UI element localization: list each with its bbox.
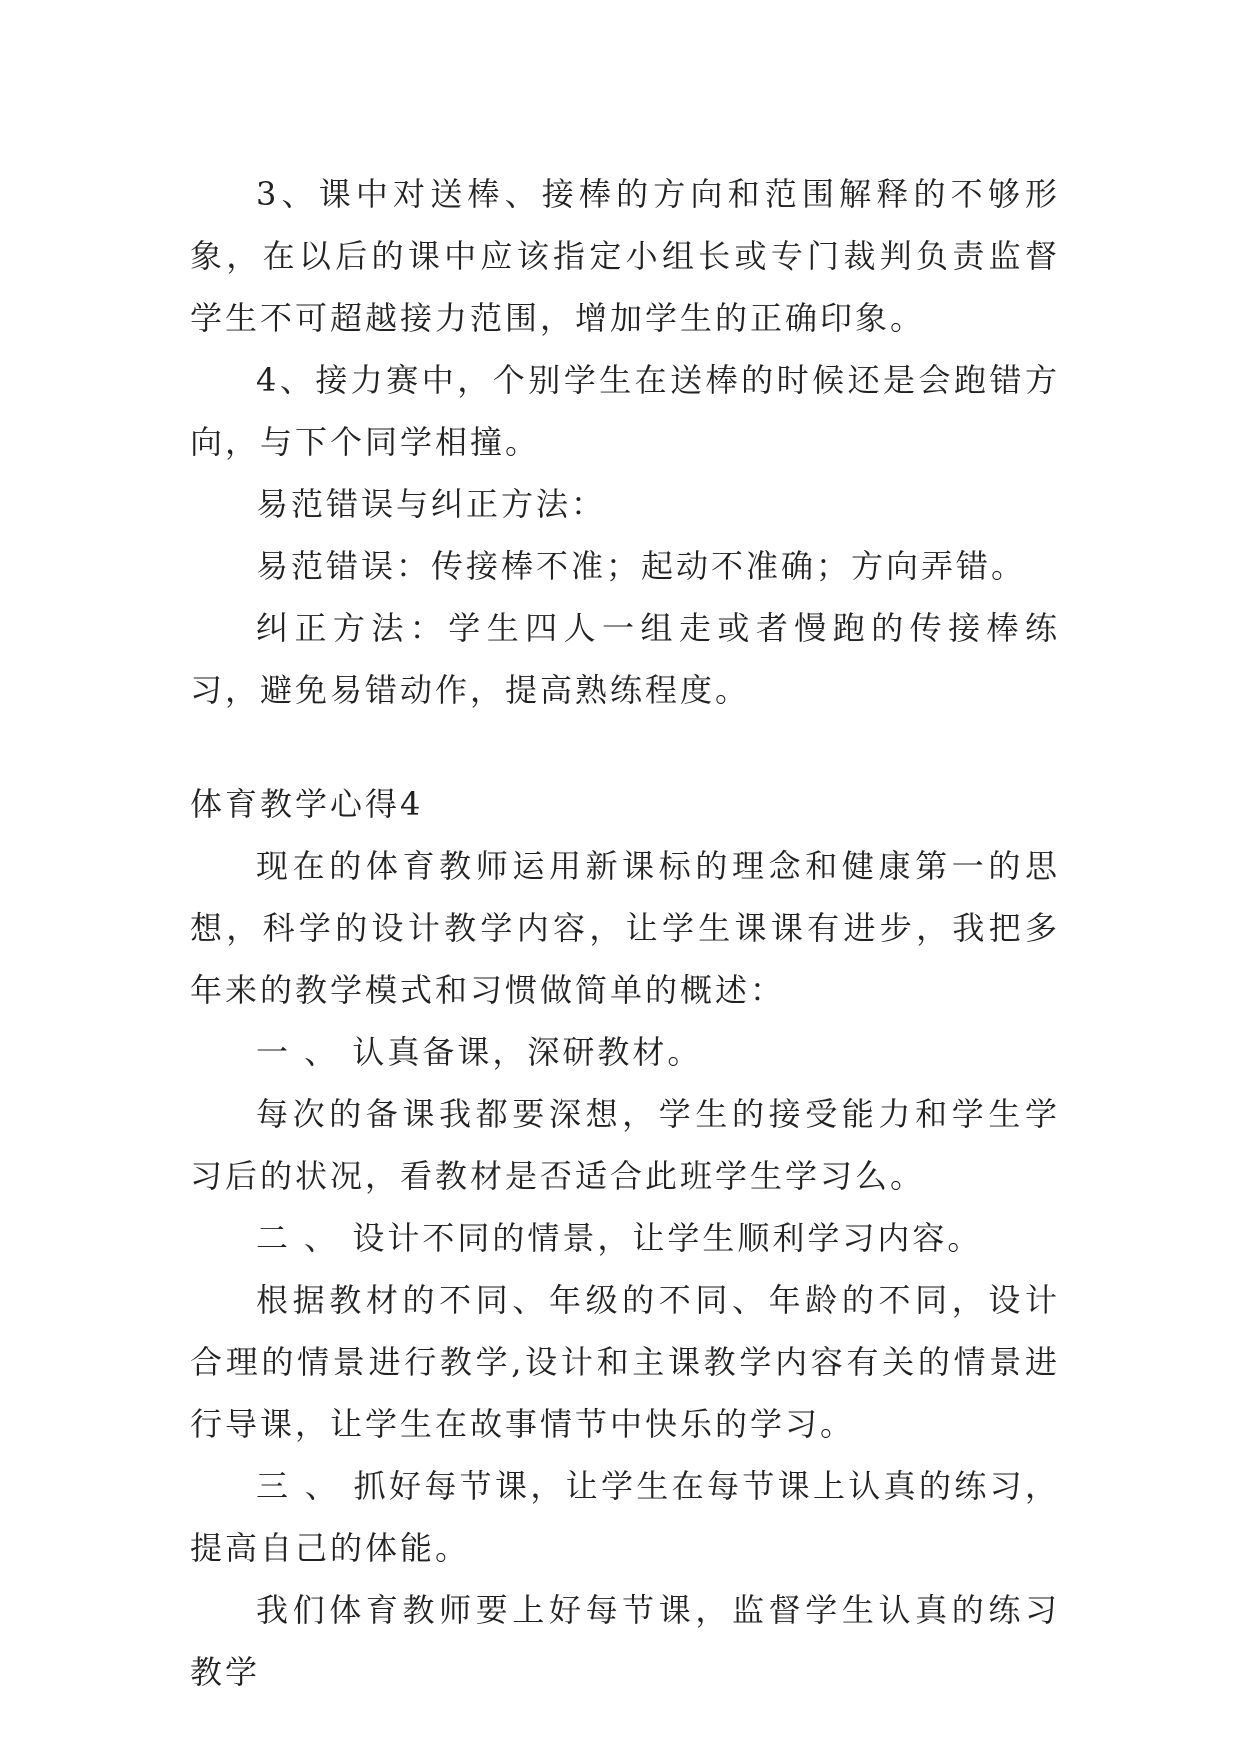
paragraph-intro: 现在的体育教师运用新课标的理念和健康第一的思想，科学的设计教学内容，让学生课课有进步，我把多年来的教学模式和习惯做简单的概述： — [190, 847, 1060, 1009]
paragraph-point-three-title: 三 、 抓好每节课，让学生在每节课上认真的练习，提高自己的体能。 — [190, 1467, 1060, 1567]
paragraph-common-errors: 易范错误：传接棒不准；起动不准确；方向弄错。 — [256, 547, 1027, 585]
section-heading: 体育教学心得4 — [190, 785, 424, 823]
paragraph-point-three-body: 我们体育教师要上好每节课，监督学生认真的练习教学 — [190, 1591, 1060, 1691]
paragraph-point-two-title: 二 、 设计不同的情景，让学生顺利学习内容。 — [256, 1219, 983, 1257]
paragraph-point-one-body: 每次的备课我都要深想，学生的接受能力和学生学习后的状况，看教材是否适合此班学生学习么。 — [190, 1095, 1060, 1195]
paragraph-errors-heading: 易范错误与纠正方法： — [256, 485, 607, 523]
document-body — [190, 163, 1060, 1703]
paragraph-point-one-title: 一 、 认真备课，深研教材。 — [256, 1033, 703, 1071]
paragraph-relay-direction-note: 3、课中对送棒、接棒的方向和范围解释的不够形象，在以后的课中应该指定小组长或专门裁判负责监督学生不可超越接力范围，增加学生的正确印象。 — [190, 175, 1060, 337]
paragraph-correction-methods: 纠正方法：学生四人一组走或者慢跑的传接棒练习，避免易错动作，提高熟练程度。 — [190, 609, 1060, 709]
paragraph-point-two-body: 根据教材的不同、年级的不同、年龄的不同，设计合理的情景进行教学,设计和主课教学内容有关的情景进行导课，让学生在故事情节中快乐的学习。 — [190, 1281, 1060, 1443]
paragraph-relay-wrong-direction: 4、接力赛中，个别学生在送棒的时候还是会跑错方向，与下个同学相撞。 — [190, 361, 1060, 461]
